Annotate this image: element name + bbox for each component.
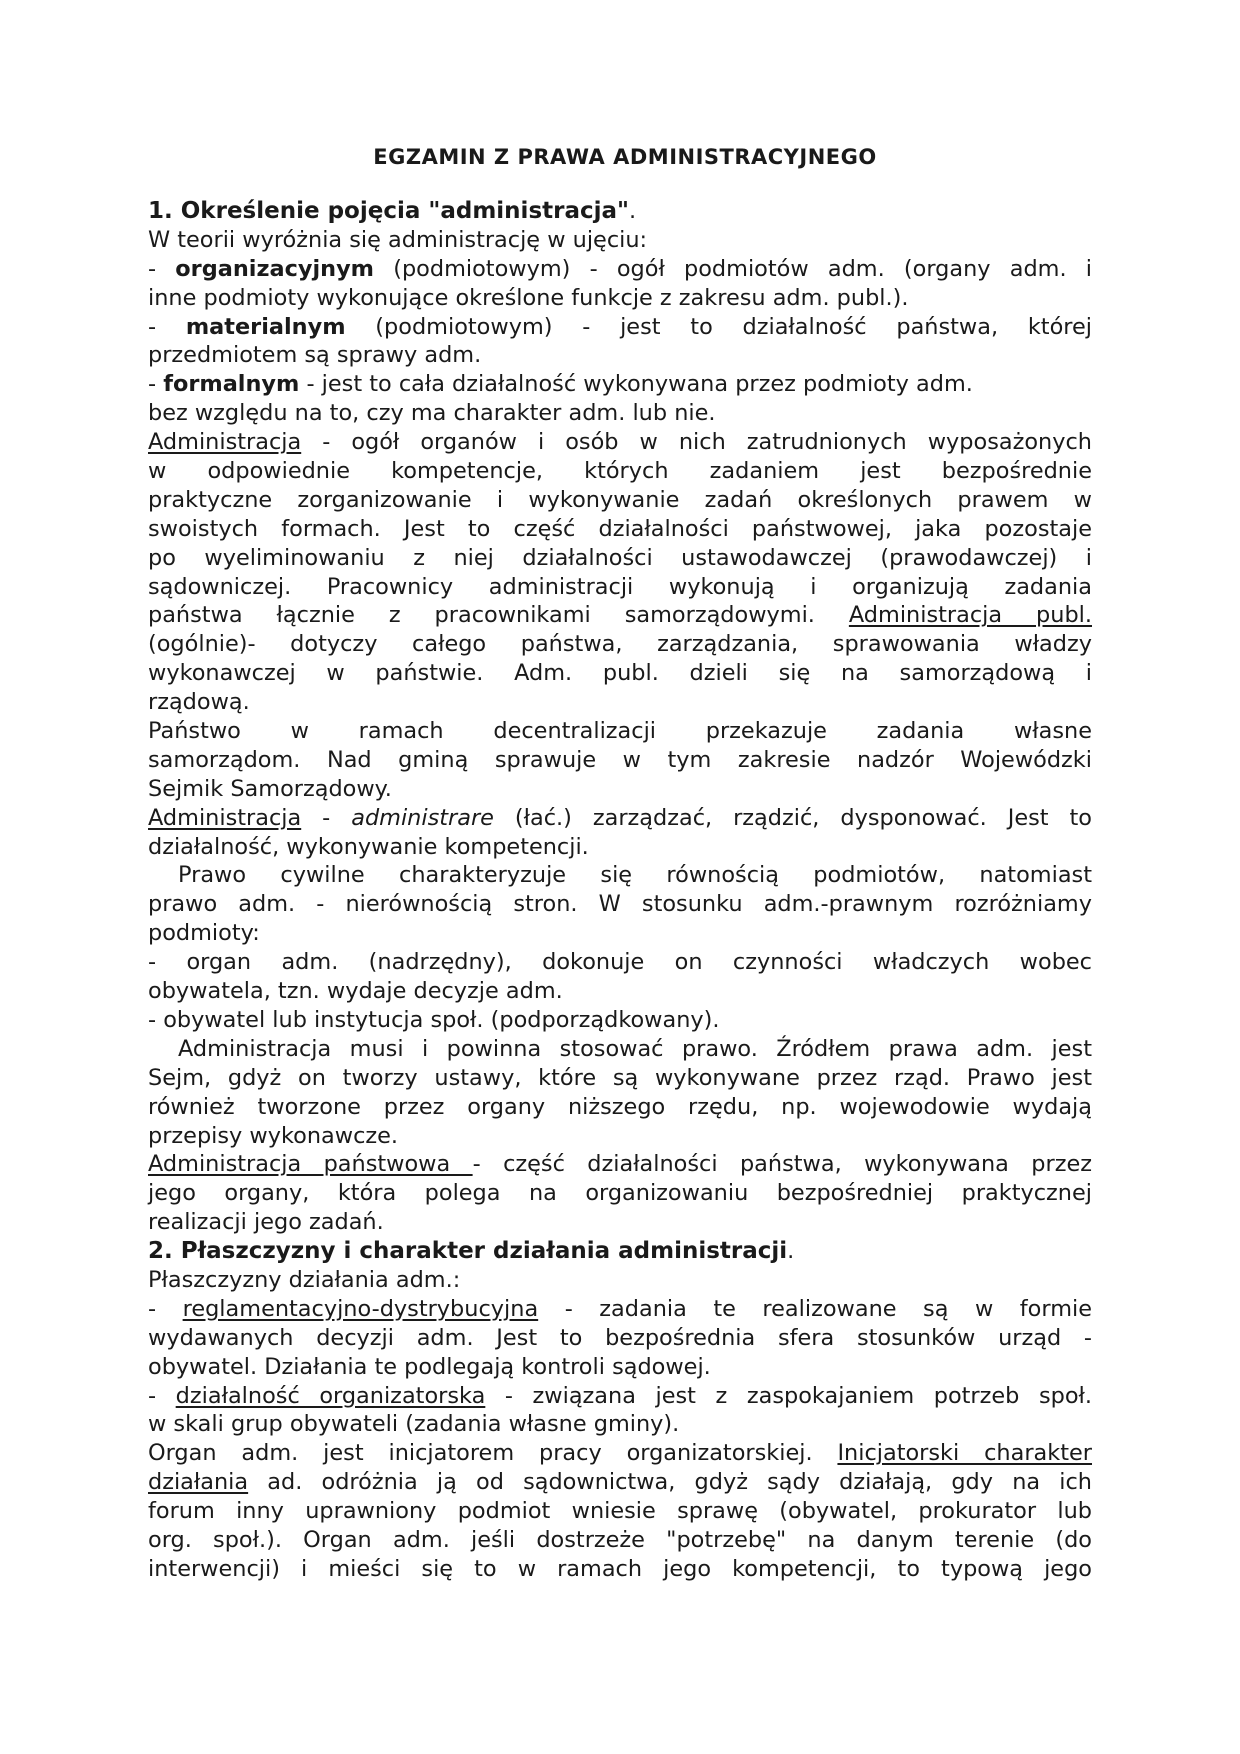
text-line — [148, 1353, 1092, 1382]
text-run: Państwo w ramach decentralizacji przekazuje zadania własne — [148, 718, 1092, 745]
text-run: W teorii wyróżnia się administrację w ujęciu: — [148, 226, 648, 253]
text-run: (podmiotowym) - ogół podmiotów adm. (organy adm. i — [374, 255, 1092, 282]
text-line — [148, 1093, 1092, 1122]
text-line — [148, 601, 1092, 630]
text-line — [148, 370, 1092, 399]
text-run: po wyeliminowaniu z niej działalności ustawodawczej (prawodawczej) i — [148, 544, 1092, 571]
text-line — [148, 515, 1092, 544]
text-line — [148, 919, 1092, 948]
text-line — [148, 1208, 1092, 1237]
text-run: przepisy wykonawcze. — [148, 1122, 399, 1149]
underlined-term: działalność organizatorska — [175, 1382, 486, 1409]
text-line — [148, 630, 1092, 659]
underlined-term: reglamentacyjno-dystrybucyjna — [182, 1295, 539, 1322]
text-line — [148, 1526, 1092, 1555]
text-run: obywatel. Działania te podlegają kontroli sądowej. — [148, 1353, 711, 1380]
text-line — [148, 804, 1092, 833]
text-line — [148, 688, 1092, 717]
text-run: Sejmik Samorządowy. — [148, 775, 392, 802]
text-line — [148, 1410, 1092, 1439]
underlined-term: Administracja — [148, 429, 302, 456]
text-line — [148, 1035, 1092, 1064]
text-line — [148, 861, 1092, 890]
text-run: działalność, wykonywanie kompetencji. — [148, 833, 589, 860]
text-line — [148, 1382, 1092, 1411]
text-run: Płaszczyzny działania adm.: — [148, 1266, 461, 1293]
text-line — [148, 1295, 1092, 1324]
text-line — [148, 659, 1092, 688]
text-run: administrare — [351, 804, 494, 831]
document-title: EGZAMIN Z PRAWA ADMINISTRACYJNEGO — [373, 145, 877, 169]
text-line — [148, 197, 1092, 226]
text-run: Sejm, gdyż on tworzy ustawy, które są wykonywane przez rząd. Prawo jest — [148, 1064, 1092, 1091]
text-run: Prawo cywilne charakteryzuje się równością podmiotów, natomiast — [178, 862, 1092, 889]
text-run: państwa łącznie z pracownikami samorządowymi. — [148, 602, 849, 629]
text-run: org. społ.). Organ adm. jeśli dostrzeże "potrzebę" na danym terenie (do — [148, 1526, 1092, 1553]
text-run: (łać.) zarządzać, rządzić, dysponować. Jest to — [493, 804, 1092, 831]
section-heading: 2. Płaszczyzny i charakter działania administracji — [148, 1238, 788, 1265]
text-run: - — [148, 371, 164, 398]
text-run: samorządom. Nad gminą sprawuje w tym zakresie nadzór Wojewódzki — [148, 746, 1092, 773]
text-line — [148, 1439, 1092, 1468]
section-heading: 1. Określenie pojęcia "administracja" — [148, 198, 630, 224]
underlined-term: Administracja — [148, 804, 302, 831]
bold-term: formalnym — [163, 371, 300, 398]
text-line — [148, 573, 1092, 602]
text-run: bez względu na to, czy ma charakter adm. lub nie. — [148, 400, 716, 427]
text-run: - organ adm. (nadrzędny), dokonuje on czynności władczych wobec — [148, 949, 1092, 976]
text-run: wydawanych decyzji adm. Jest to bezpośrednia sfera stosunków urząd - — [148, 1324, 1092, 1351]
document-body — [148, 197, 1092, 1584]
text-run: Administracja musi i powinna stosować prawo. Źródłem prawa adm. jest — [178, 1035, 1092, 1062]
text-line — [148, 775, 1092, 804]
text-run: - obywatel lub instytucja społ. (podporządkowany). — [148, 1006, 720, 1033]
text-run: prawo adm. - nierównością stron. W stosunku adm.-prawnym rozróżniamy — [148, 891, 1092, 918]
text-line — [148, 1266, 1092, 1295]
underlined-term: działania — [148, 1469, 249, 1496]
text-line — [148, 399, 1092, 428]
text-run: - zadania te realizowane są w formie — [538, 1295, 1093, 1322]
text-line — [148, 1497, 1092, 1526]
text-run: Organ adm. jest inicjatorem pracy organizatorskiej. — [148, 1440, 838, 1467]
text-line — [148, 1064, 1092, 1093]
bold-term: organizacyjnym — [175, 255, 375, 282]
text-line — [148, 890, 1092, 919]
bold-term: materialnym — [185, 313, 346, 340]
text-run: podmioty: — [148, 920, 260, 947]
text-run: . — [787, 1238, 795, 1265]
text-run: ad. odróżnia ją od sądownictwa, gdyż sądy działają, gdy na ich — [248, 1469, 1092, 1496]
text-run: - — [301, 804, 352, 831]
text-run: - związana jest z zaspokajaniem potrzeb społ. — [485, 1382, 1093, 1409]
text-run: . — [629, 198, 637, 224]
text-line — [148, 1122, 1092, 1151]
text-line — [148, 1468, 1092, 1497]
text-line — [148, 1179, 1092, 1208]
underlined-term: Administracja publ. — [848, 602, 1092, 629]
text-run: - — [148, 313, 186, 340]
text-run: wykonawczej w państwie. Adm. publ. dzieli się na samorządową i — [148, 660, 1092, 687]
text-line — [148, 341, 1092, 370]
text-run: realizacji jego zadań. — [148, 1209, 384, 1236]
text-run: jego organy, która polega na organizowaniu bezpośredniej praktycznej — [148, 1180, 1092, 1207]
text-run: inne podmioty wykonujące określone funkcje z zakresu adm. publ.). — [148, 284, 909, 311]
text-line — [148, 717, 1092, 746]
underlined-term: Inicjatorski charakter — [837, 1440, 1092, 1467]
text-run: interwencji) i mieści się to w ramach jego kompetencji, to typową jego — [148, 1555, 1092, 1582]
text-line — [148, 1150, 1092, 1179]
text-line — [148, 1555, 1092, 1584]
text-run: swoistych formach. Jest to część działalności państwowej, jaka pozostaje — [148, 515, 1092, 542]
text-run: - — [148, 1382, 176, 1409]
text-run: forum inny uprawniony podmiot wniesie sprawę (obywatel, prokurator lub — [148, 1498, 1092, 1525]
text-line — [148, 428, 1092, 457]
text-run: w skali grup obywateli (zadania własne gminy). — [148, 1411, 680, 1438]
text-run: praktyczne zorganizowanie i wykonywanie zadań określonych prawem w — [148, 486, 1092, 513]
text-line — [148, 1324, 1092, 1353]
text-run: w odpowiednie kompetencje, których zadaniem jest bezpośrednie — [148, 458, 1092, 485]
text-run: przedmiotem są sprawy adm. — [148, 342, 482, 369]
underlined-term: Administracja państwowa — [148, 1151, 473, 1178]
text-line — [148, 833, 1092, 862]
text-run: - część działalności państwa, wykonywana przez — [472, 1151, 1092, 1178]
text-line — [148, 746, 1092, 775]
text-run: (podmiotowym) - jest to działalność państwa, której — [345, 313, 1092, 340]
text-run: - jest to cała działalność wykonywana przez podmioty adm. — [299, 371, 973, 398]
text-line — [148, 313, 1092, 342]
text-line — [148, 226, 1092, 255]
text-line — [148, 486, 1092, 515]
text-run: - — [148, 255, 176, 282]
text-run: (ogólnie)- dotyczy całego państwa, zarządzania, sprawowania władzy — [148, 631, 1092, 658]
text-line — [148, 1006, 1092, 1035]
text-run: - ogół organów i osób w nich zatrudnionych wyposażonych — [301, 429, 1092, 456]
text-run: rządową. — [148, 689, 250, 716]
text-run: sądowniczej. Pracownicy administracji wykonują i organizują zadania — [148, 573, 1092, 600]
text-line — [148, 457, 1092, 486]
text-line — [148, 255, 1092, 284]
text-line — [148, 977, 1092, 1006]
text-line — [148, 544, 1092, 573]
text-line — [148, 948, 1092, 977]
text-run: obywatela, tzn. wydaje decyzje adm. — [148, 978, 563, 1005]
text-run: - — [148, 1295, 183, 1322]
text-run: również tworzone przez organy niższego rzędu, np. wojewodowie wydają — [148, 1093, 1092, 1120]
text-line — [148, 1237, 1092, 1266]
text-line — [148, 284, 1092, 313]
